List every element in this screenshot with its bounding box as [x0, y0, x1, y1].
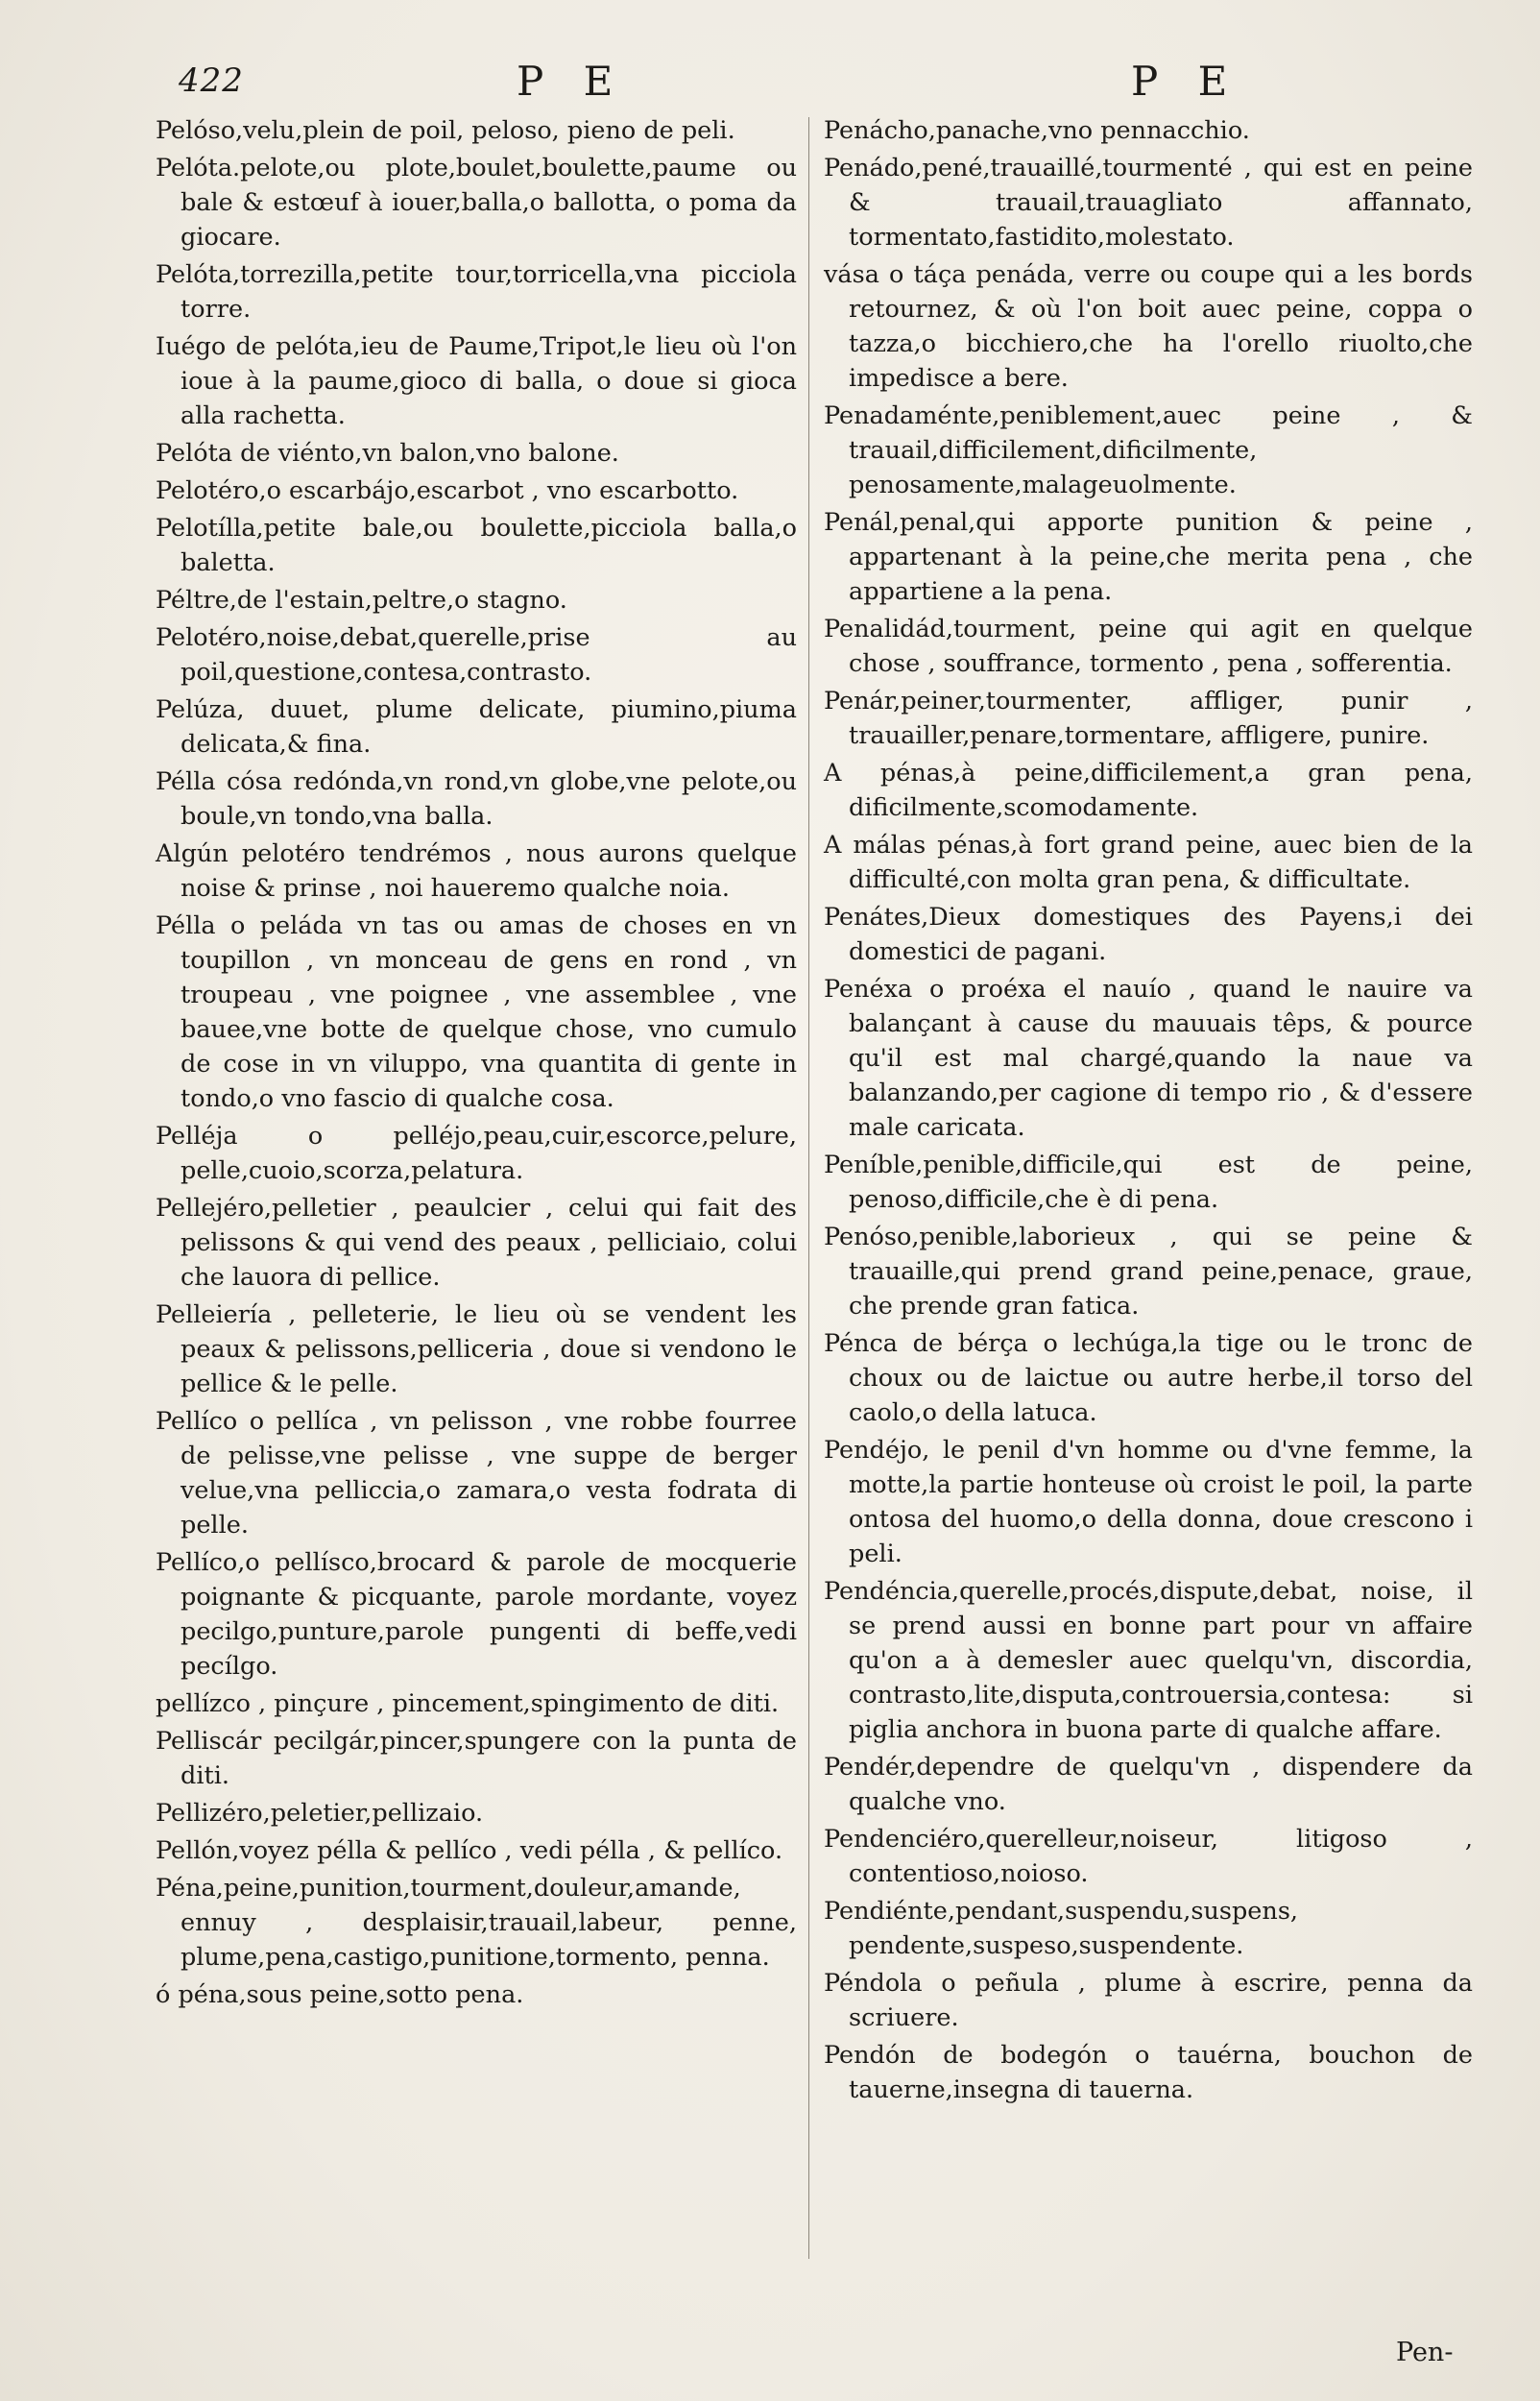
dictionary-entry: Pénca de bérça o lechúga,la tige ou le tronc de choux ou de laictue ou autre herbe,il torso del caolo,o della latuca. — [824, 1329, 1473, 1427]
page-number: 422 — [179, 61, 244, 100]
dictionary-entry: A málas pénas,à fort grand peine, auec bien de la difficulté,con molta gran pena, & difficultate. — [824, 831, 1473, 894]
dictionary-entry: Penádo,pené,trauaillé,tourmenté , qui est en peine & trauail,trauagliato affannato, tormentato,fastidito,molestato. — [824, 154, 1473, 252]
dictionary-entry: Penátes,Dieux domestiques des Payens,i dei domestici de pagani. — [824, 903, 1473, 966]
page-header — [0, 58, 1540, 115]
dictionary-entry: pellízco , pinçure , pincement,spingimento de diti. — [156, 1689, 780, 1718]
dictionary-entry: ó péna,sous peine,sotto pena. — [156, 1980, 524, 2009]
left-running-head: P E — [517, 58, 627, 105]
dictionary-entry: Penál,penal,qui apporte punition & peine , appartenant à la peine,che merita pena , che appartiene a la pena. — [824, 508, 1473, 606]
dictionary-entry: Pendéjo, le penil d'vn homme ou d'vne femme, la motte,la partie honteuse où croist le poil, la parte ontosa del huomo,o della donna, doue crescono i peli. — [824, 1436, 1473, 1568]
dictionary-entry: Algún pelotéro tendrémos , nous aurons quelque noise & prinse , noi haueremo qualche noia. — [156, 839, 797, 903]
dictionary-entry: Péltre,de l'estain,peltre,o stagno. — [156, 586, 567, 615]
dictionary-entry: Pelóta de viénto,vn balon,vno balone. — [156, 439, 619, 468]
column-divider — [808, 117, 809, 2259]
dictionary-entry: Penadaménte,peniblement,auec peine , & trauail,difficilement,dificilmente, penosamente,malageuolmente. — [824, 401, 1473, 499]
dictionary-entry: Iuégo de pelóta,ieu de Paume,Tripot,le lieu où l'on ioue à la paume,gioco di balla, o doue si gioca alla rachetta. — [156, 332, 797, 430]
dictionary-entry: Pendér,dependre de quelqu'vn , dispendere da qualche vno. — [824, 1753, 1473, 1816]
dictionary-entry: Pellíco,o pellísco,brocard & parole de mocquerie poignante & picquante, parole mordante, voyez pecilgo,punture,parole pungenti di beffe,vedi pecílgo. — [156, 1548, 797, 1681]
dictionary-entry: Pellón,voyez pélla & pellíco , vedi pélla , & pellíco. — [156, 1836, 783, 1865]
dictionary-entry: Pelóta.pelote,ou plote,boulet,boulette,paume ou bale & estœuf à iouer,balla,o ballotta, o poma da giocare. — [156, 154, 797, 252]
right-running-head: P E — [1131, 58, 1241, 105]
right-column — [824, 113, 1473, 2110]
dictionary-entry: Péna,peine,punition,tourment,douleur,amande, ennuy , desplaisir,trauail,labeur, penne, plume,pena,castigo,punitione,tormento, penna. — [156, 1874, 797, 1972]
dictionary-entry: Pelotéro,noise,debat,querelle,prise au poil,questione,contesa,contrasto. — [156, 623, 797, 687]
dictionary-entry: Pelotílla,petite bale,ou boulette,picciola balla,o baletta. — [156, 514, 797, 577]
dictionary-entry: Pélla o peláda vn tas ou amas de choses en vn toupillon , vn monceau de gens en rond , vn troupeau , vne poignee , vne assemblee , vne bauee,vne botte de quelque chose, vno cumulo de cose in vn viluppo, vna quantita di gente in tondo,o vno fascio di qualche cosa. — [156, 911, 797, 1113]
dictionary-entry: Penácho,panache,vno pennacchio. — [824, 116, 1250, 145]
dictionary-entry: Pelóta,torrezilla,petite tour,torricella,vna picciola torre. — [156, 260, 797, 324]
dictionary-entry: Pelotéro,o escarbájo,escarbot , vno escarbotto. — [156, 476, 739, 505]
catchword: Pen- — [1396, 2338, 1454, 2367]
dictionary-entry: Penéxa o proéxa el nauío , quand le nauire va balançant à cause du mauuais têps, & pource qu'il est mal chargé,quando la naue va balanzando,per cagione di tempo rio , & d'essere male caricata. — [824, 975, 1473, 1142]
dictionary-entry: Péndola o peñula , plume à escrire, penna da scriuere. — [824, 1969, 1473, 2032]
left-column — [156, 113, 797, 2015]
dictionary-entry: Penóso,penible,laborieux , qui se peine & trauaille,qui prend grand peine,penace, graue, che prende gran fatica. — [824, 1223, 1473, 1321]
dictionary-entry: Pellejéro,pelletier , peaulcier , celui qui fait des pelissons & qui vend des peaux , pelliciaio, colui che lauora di pellice. — [156, 1194, 797, 1292]
dictionary-entry: Pendenciéro,querelleur,noiseur, litigoso , contentioso,noioso. — [824, 1825, 1473, 1888]
dictionary-entry: vása o táça penáda, verre ou coupe qui a les bords retournez, & où l'on boit auec peine, coppa o tazza,o bicchiero,che ha l'orello riuolto,che impedisce a bere. — [824, 260, 1473, 393]
dictionary-entry: Pelúza, duuet, plume delicate, piumino,piuma delicata,& fina. — [156, 695, 797, 759]
dictionary-entry: Penár,peiner,tourmenter, affliger, punir , trauailler,penare,tormentare, affligere, punire. — [824, 687, 1473, 750]
dictionary-entry: Pendéncia,querelle,procés,dispute,debat, noise, il se prend aussi en bonne part pour vn affaire qu'on a à demesler auec quelqu'vn, discordia, contrasto,lite,disputa,controuersia,contesa: si piglia anchora in buona parte di qualche affare. — [824, 1577, 1473, 1744]
dictionary-entry: A pénas,à peine,difficilement,a gran pena, dificilmente,scomodamente. — [824, 759, 1473, 822]
dictionary-entry: Pellíco o pellíca , vn pelisson , vne robbe fourree de pelisse,vne pelisse , vne suppe de berger velue,vna pelliccia,o zamara,o vesta fodrata di pelle. — [156, 1407, 797, 1540]
dictionary-entry: Pelléja o pelléjo,peau,cuir,escorce,pelure, pelle,cuoio,scorza,pelatura. — [156, 1122, 797, 1185]
dictionary-entry: Pélla cósa redónda,vn rond,vn globe,vne pelote,ou boule,vn tondo,vna balla. — [156, 767, 797, 831]
dictionary-entry: Pendiénte,pendant,suspendu,suspens, pendente,suspeso,suspendente. — [824, 1897, 1299, 1960]
dictionary-entry: Pelóso,velu,plein de poil, peloso, pieno de peli. — [156, 116, 735, 145]
dictionary-entry: Peníble,penible,difficile,qui est de peine, penoso,difficile,che è di pena. — [824, 1151, 1473, 1214]
dictionary-entry: Pendón de bodegón o tauérna, bouchon de tauerne,insegna di tauerna. — [824, 2041, 1473, 2104]
dictionary-entry: Pelliscár pecilgár,pincer,spungere con la punta de diti. — [156, 1727, 797, 1790]
dictionary-entry: Pelleiería , pelleterie, le lieu où se vendent les peaux & pelissons,pelliceria , doue si vendono le pellice & le pelle. — [156, 1300, 797, 1398]
dictionary-entry: Pellizéro,peletier,pellizaio. — [156, 1799, 484, 1828]
dictionary-entry: Penalidád,tourment, peine qui agit en quelque chose , souffrance, tormento , pena , sofferentia. — [824, 615, 1473, 678]
